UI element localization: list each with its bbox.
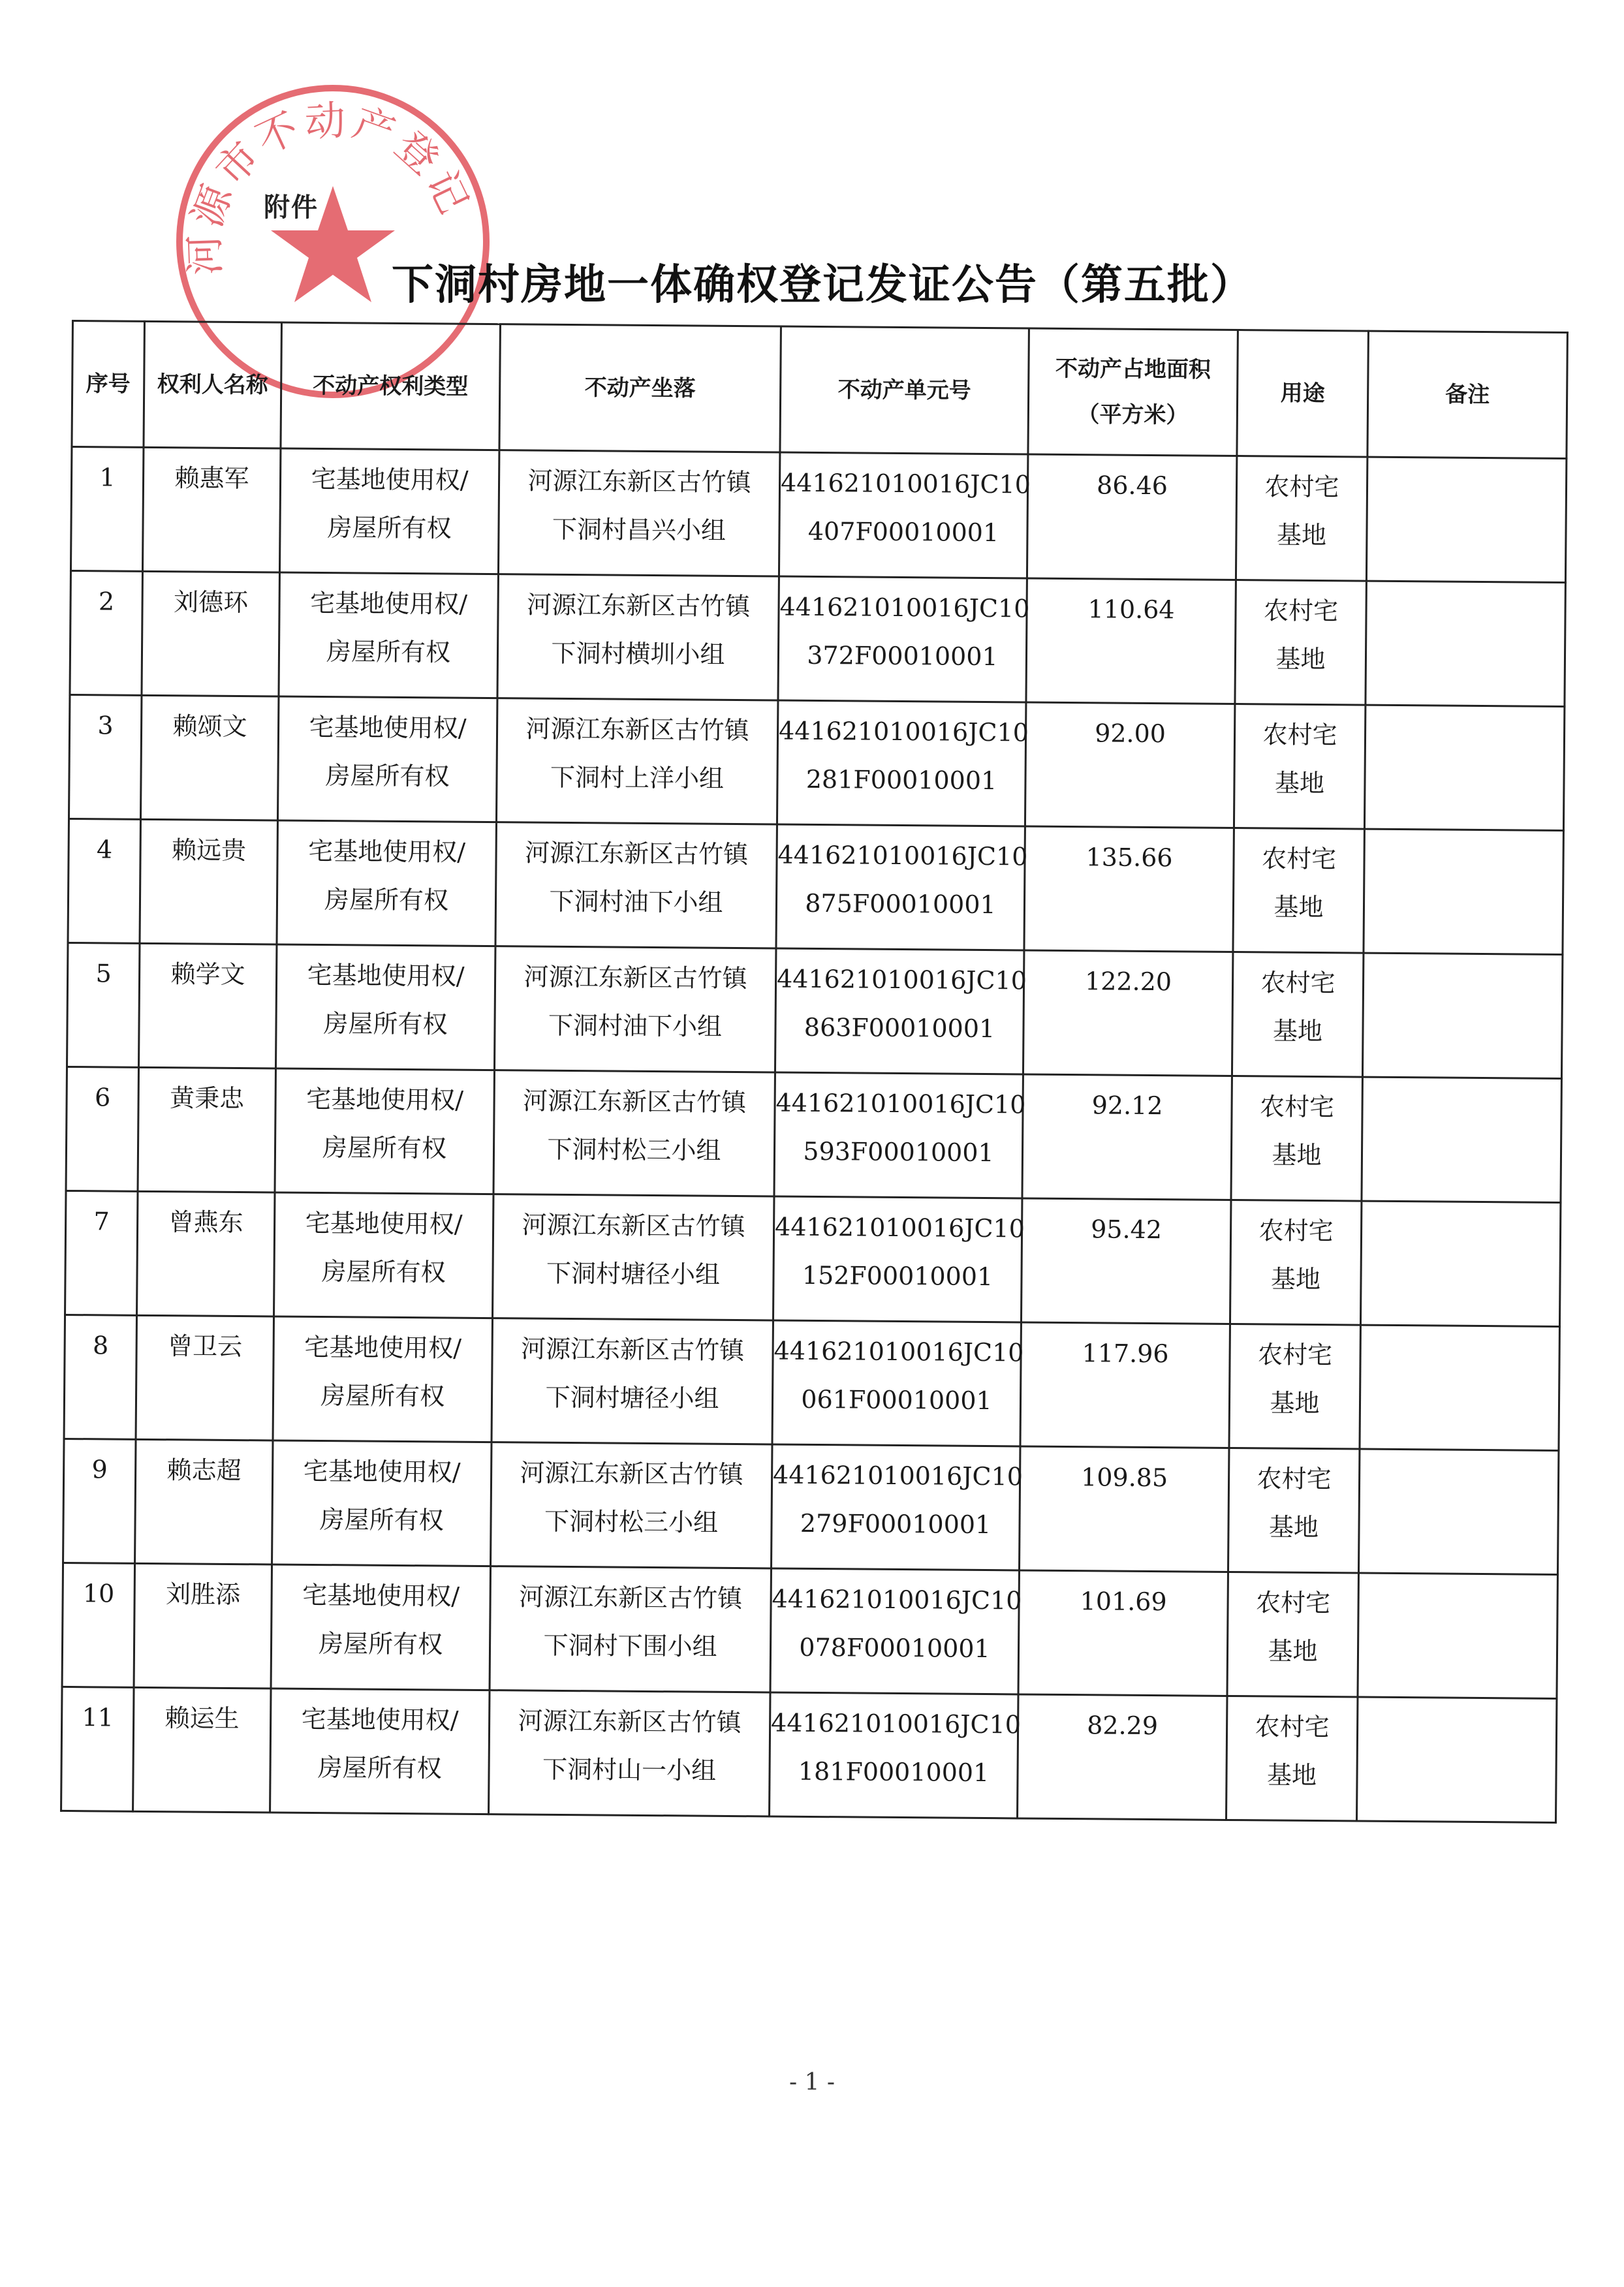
location-line2: 下洞村横圳小组 bbox=[551, 638, 725, 669]
right-type-line1: 宅基地使用权/ bbox=[303, 1456, 461, 1487]
cell-area bbox=[1025, 702, 1234, 828]
cell-unit-number bbox=[774, 1072, 1026, 1198]
right-type-line2: 房屋所有权 bbox=[326, 637, 451, 667]
cell-note bbox=[1356, 1697, 1556, 1822]
table-row bbox=[68, 818, 1563, 954]
cell-name bbox=[134, 1563, 272, 1688]
area-value: 110.64 bbox=[1087, 595, 1175, 625]
table-row bbox=[63, 1439, 1559, 1574]
owner-name: 赖运生 bbox=[164, 1704, 240, 1734]
cell-name bbox=[138, 1067, 275, 1192]
seq-text: 10 bbox=[82, 1579, 115, 1608]
header-unit-number: 不动产单元号 bbox=[780, 326, 1029, 454]
cell-location bbox=[498, 450, 779, 576]
header-use: 用途 bbox=[1237, 330, 1369, 458]
cell-type bbox=[271, 1564, 490, 1690]
cell-seq bbox=[66, 1066, 138, 1191]
header-area-line2: （平方米） bbox=[1077, 401, 1189, 429]
cell-seq bbox=[69, 694, 141, 819]
cell-use bbox=[1233, 828, 1364, 954]
cell-location bbox=[496, 698, 777, 824]
owner-name: 赖志超 bbox=[166, 1455, 242, 1486]
cell-location bbox=[493, 1194, 774, 1320]
location-line2: 下洞村松三小组 bbox=[544, 1506, 719, 1537]
header-name: 权利人名称 bbox=[144, 321, 282, 448]
cell-unit-number bbox=[777, 700, 1029, 826]
seq-text: 9 bbox=[91, 1455, 108, 1484]
note-text bbox=[1358, 1704, 1555, 1705]
cell-seq bbox=[70, 447, 143, 572]
area-value: 122.20 bbox=[1084, 967, 1172, 997]
cell-location bbox=[491, 1442, 772, 1568]
cell-use bbox=[1229, 1324, 1360, 1449]
cell-type bbox=[277, 696, 497, 822]
owner-name: 刘德环 bbox=[173, 587, 249, 617]
cell-name bbox=[135, 1439, 273, 1564]
cell-unit-number bbox=[776, 824, 1028, 950]
location-line1: 河源江东新区古竹镇 bbox=[520, 1334, 745, 1365]
cell-area bbox=[1018, 1694, 1227, 1820]
page-title: 下洞村房地一体确权登记发证公告（第五批） bbox=[392, 261, 1253, 309]
cell-type bbox=[277, 820, 496, 946]
cell-area bbox=[1019, 1446, 1228, 1572]
seq-text: 11 bbox=[82, 1703, 114, 1732]
unit-number-line1: 441621010016JC10 bbox=[775, 1088, 1026, 1119]
right-type-line1: 宅基地使用权/ bbox=[310, 588, 468, 619]
seq-text: 3 bbox=[97, 711, 114, 740]
use-line1: 农村宅 bbox=[1259, 1092, 1335, 1122]
cell-name bbox=[140, 819, 277, 944]
cell-area bbox=[1022, 1074, 1232, 1200]
unit-number-line2: 372F00010001 bbox=[807, 640, 998, 672]
cell-unit-number bbox=[772, 1444, 1023, 1570]
attachment-label: 附件 bbox=[264, 193, 319, 223]
unit-number-line2: 061F00010001 bbox=[801, 1384, 992, 1416]
location-line2: 下洞村下围小组 bbox=[543, 1630, 717, 1661]
unit-number-line2: 593F00010001 bbox=[803, 1136, 994, 1168]
owner-name: 曾卫云 bbox=[167, 1331, 243, 1361]
use-line1: 农村宅 bbox=[1257, 1340, 1333, 1370]
unit-number-line1: 441621010016JC10 bbox=[772, 1460, 1023, 1491]
location-line2: 下洞村油下小组 bbox=[548, 1010, 723, 1041]
use-line2: 基地 bbox=[1268, 1636, 1318, 1666]
cell-type bbox=[279, 448, 499, 574]
page-number: - 1 - bbox=[789, 2069, 835, 2096]
area-value: 109.85 bbox=[1080, 1463, 1168, 1493]
cell-area bbox=[1026, 578, 1236, 704]
area-value: 92.00 bbox=[1094, 719, 1166, 749]
cell-note bbox=[1364, 705, 1564, 830]
right-type-line1: 宅基地使用权/ bbox=[306, 1084, 464, 1115]
cell-use bbox=[1230, 1200, 1361, 1325]
cell-name bbox=[133, 1687, 271, 1812]
use-line1: 农村宅 bbox=[1258, 1216, 1334, 1246]
cell-unit-number bbox=[779, 452, 1031, 578]
cell-name bbox=[140, 695, 278, 820]
use-line2: 基地 bbox=[1273, 892, 1324, 922]
cell-type bbox=[274, 1192, 493, 1318]
cell-use bbox=[1232, 952, 1363, 1078]
area-value: 135.66 bbox=[1085, 843, 1173, 873]
location-line1: 河源江东新区古竹镇 bbox=[524, 838, 749, 869]
cell-note bbox=[1366, 457, 1566, 582]
location-line1: 河源江东新区古竹镇 bbox=[527, 466, 751, 497]
use-line2: 基地 bbox=[1266, 1760, 1317, 1790]
use-line2: 基地 bbox=[1274, 768, 1325, 798]
use-line2: 基地 bbox=[1272, 1016, 1323, 1046]
cell-type bbox=[276, 944, 495, 1070]
owner-name: 赖颂文 bbox=[172, 711, 247, 741]
use-line1: 农村宅 bbox=[1264, 472, 1339, 502]
cell-unit-number bbox=[772, 1320, 1024, 1446]
owner-name: 赖远贵 bbox=[171, 835, 247, 865]
note-text bbox=[1364, 959, 1561, 961]
seq-text: 5 bbox=[95, 959, 112, 988]
cell-name bbox=[136, 1315, 273, 1440]
right-type-line2: 房屋所有权 bbox=[320, 1381, 445, 1411]
cell-area bbox=[1024, 826, 1234, 952]
cell-unit-number bbox=[778, 576, 1030, 702]
cell-area bbox=[1027, 454, 1236, 580]
cell-location bbox=[497, 574, 779, 700]
table-header-row bbox=[72, 321, 1567, 459]
area-value: 92.12 bbox=[1091, 1091, 1163, 1121]
use-line2: 基地 bbox=[1270, 1388, 1320, 1418]
right-type-line1: 宅基地使用权/ bbox=[308, 836, 466, 867]
cell-seq bbox=[63, 1439, 136, 1563]
unit-number-line1: 441621010016JC10 bbox=[779, 592, 1030, 623]
note-text bbox=[1362, 1331, 1559, 1333]
use-line2: 基地 bbox=[1268, 1512, 1319, 1542]
cell-seq bbox=[70, 570, 142, 695]
cell-use bbox=[1227, 1572, 1358, 1697]
right-type-line2: 房屋所有权 bbox=[318, 1629, 443, 1659]
cell-use bbox=[1236, 456, 1367, 582]
cell-name bbox=[139, 943, 277, 1068]
notice-table bbox=[60, 320, 1569, 1824]
cell-use bbox=[1234, 704, 1365, 830]
owner-name: 刘胜添 bbox=[165, 1579, 241, 1610]
note-text bbox=[1368, 463, 1565, 465]
use-line1: 农村宅 bbox=[1255, 1712, 1330, 1742]
cell-seq bbox=[67, 942, 140, 1067]
cell-location bbox=[492, 1318, 773, 1444]
table-row bbox=[65, 1190, 1561, 1326]
cell-seq bbox=[65, 1190, 138, 1315]
cell-unit-number bbox=[775, 948, 1027, 1074]
cell-location bbox=[495, 822, 777, 948]
use-line1: 农村宅 bbox=[1262, 720, 1337, 750]
unit-number-line2: 078F00010001 bbox=[799, 1632, 990, 1664]
cell-note bbox=[1360, 1325, 1559, 1450]
note-text bbox=[1362, 1207, 1559, 1209]
owner-name: 赖学文 bbox=[170, 959, 245, 989]
use-line1: 农村宅 bbox=[1257, 1464, 1332, 1494]
header-location: 不动产坐落 bbox=[499, 324, 781, 452]
svg-text:河源市不动产登记: 河源市不动产登记 bbox=[180, 96, 480, 276]
location-line1: 河源江东新区古竹镇 bbox=[518, 1582, 743, 1613]
unit-number-line1: 441621010016JC10 bbox=[770, 1708, 1022, 1739]
note-text bbox=[1366, 835, 1563, 837]
cell-unit-number bbox=[770, 1692, 1022, 1818]
table-row bbox=[70, 570, 1565, 706]
location-line2: 下洞村松三小组 bbox=[547, 1134, 721, 1165]
header-area bbox=[1028, 328, 1238, 456]
cell-name bbox=[142, 571, 279, 696]
location-line2: 下洞村上洋小组 bbox=[550, 762, 725, 793]
unit-number-line1: 441621010016JC10 bbox=[772, 1584, 1022, 1615]
unit-number-line2: 181F00010001 bbox=[798, 1756, 990, 1788]
use-line2: 基地 bbox=[1276, 520, 1327, 550]
use-line1: 农村宅 bbox=[1260, 968, 1335, 998]
location-line1: 河源江东新区古竹镇 bbox=[523, 962, 747, 993]
cell-use bbox=[1228, 1448, 1359, 1573]
cell-note bbox=[1358, 1449, 1558, 1574]
cell-note bbox=[1362, 953, 1562, 1078]
location-line1: 河源江东新区古竹镇 bbox=[522, 1086, 747, 1117]
unit-number-line2: 407F00010001 bbox=[807, 516, 999, 548]
table-row bbox=[69, 694, 1564, 830]
table-row bbox=[67, 942, 1563, 1078]
area-value: 86.46 bbox=[1096, 471, 1168, 501]
use-line2: 基地 bbox=[1275, 644, 1326, 674]
area-value: 82.29 bbox=[1087, 1711, 1159, 1741]
cell-note bbox=[1358, 1573, 1557, 1698]
owner-name: 曾燕东 bbox=[168, 1207, 243, 1237]
note-text bbox=[1366, 711, 1563, 713]
location-line2: 下洞村山一小组 bbox=[542, 1754, 717, 1785]
cell-seq bbox=[62, 1563, 134, 1687]
table-row bbox=[64, 1315, 1559, 1450]
area-value: 101.69 bbox=[1080, 1587, 1167, 1617]
owner-name: 黄秉忠 bbox=[169, 1083, 245, 1113]
unit-number-line1: 441621010016JC10 bbox=[776, 964, 1027, 995]
cell-use bbox=[1231, 1076, 1362, 1201]
owner-name: 赖惠军 bbox=[174, 463, 249, 493]
cell-seq bbox=[68, 818, 140, 943]
cell-name bbox=[137, 1191, 275, 1316]
unit-number-line1: 441621010016JC10 bbox=[780, 468, 1031, 499]
right-type-line2: 房屋所有权 bbox=[317, 1753, 442, 1783]
right-type-line2: 房屋所有权 bbox=[325, 761, 450, 791]
header-type: 不动产权利类型 bbox=[281, 322, 501, 450]
right-type-line1: 宅基地使用权/ bbox=[305, 1208, 463, 1239]
use-line2: 基地 bbox=[1270, 1264, 1321, 1294]
unit-number-line2: 863F00010001 bbox=[804, 1012, 995, 1044]
use-line1: 农村宅 bbox=[1261, 844, 1337, 874]
header-area-line1: 不动产占地面积 bbox=[1055, 355, 1211, 383]
right-type-line1: 宅基地使用权/ bbox=[301, 1704, 459, 1735]
right-type-line1: 宅基地使用权/ bbox=[302, 1580, 460, 1611]
cell-area bbox=[1018, 1570, 1228, 1696]
cell-type bbox=[270, 1688, 490, 1814]
cell-note bbox=[1364, 829, 1563, 954]
right-type-line2: 房屋所有权 bbox=[324, 885, 449, 915]
location-line2: 下洞村昌兴小组 bbox=[552, 514, 726, 545]
right-type-line1: 宅基地使用权/ bbox=[304, 1332, 462, 1363]
right-type-line1: 宅基地使用权/ bbox=[309, 712, 467, 743]
cell-note bbox=[1360, 1201, 1560, 1326]
seq-text: 2 bbox=[98, 587, 115, 616]
right-type-line2: 房屋所有权 bbox=[327, 513, 452, 543]
location-line1: 河源江东新区古竹镇 bbox=[522, 1210, 745, 1241]
cell-area bbox=[1021, 1198, 1230, 1324]
seq-text: 4 bbox=[96, 835, 113, 864]
cell-use bbox=[1226, 1696, 1358, 1821]
location-line2: 下洞村塘径小组 bbox=[545, 1382, 719, 1413]
right-type-line2: 房屋所有权 bbox=[319, 1505, 444, 1535]
cell-note bbox=[1362, 1077, 1561, 1202]
right-type-line1: 宅基地使用权/ bbox=[307, 960, 465, 991]
right-type-line1: 宅基地使用权/ bbox=[311, 464, 469, 495]
header-note: 备注 bbox=[1367, 331, 1568, 458]
location-line1: 河源江东新区古竹镇 bbox=[526, 590, 751, 621]
cell-location bbox=[494, 946, 775, 1072]
unit-number-line2: 875F00010001 bbox=[805, 888, 996, 920]
cell-area bbox=[1020, 1322, 1230, 1448]
location-line2: 下洞村塘径小组 bbox=[546, 1258, 721, 1289]
unit-number-line1: 441621010016JC10 bbox=[777, 840, 1028, 871]
cell-type bbox=[275, 1068, 494, 1194]
cell-location bbox=[489, 1690, 770, 1816]
use-line1: 农村宅 bbox=[1263, 596, 1339, 626]
area-value: 95.42 bbox=[1091, 1215, 1163, 1245]
cell-name bbox=[142, 447, 280, 572]
table-row bbox=[66, 1066, 1561, 1202]
unit-number-line1: 441621010016JC10 bbox=[773, 1336, 1024, 1367]
seq-text: 8 bbox=[92, 1331, 109, 1360]
location-line1: 河源江东新区古竹镇 bbox=[525, 714, 749, 745]
cell-type bbox=[273, 1316, 492, 1442]
unit-number-line1: 441621010016JC10 bbox=[774, 1212, 1025, 1243]
area-value: 117.96 bbox=[1082, 1339, 1169, 1369]
cell-seq bbox=[64, 1315, 136, 1439]
unit-number-line1: 441621010016JC10 bbox=[778, 716, 1029, 747]
table-row bbox=[70, 447, 1566, 583]
note-text bbox=[1364, 1083, 1561, 1085]
table-row bbox=[62, 1563, 1557, 1698]
right-type-line2: 房屋所有权 bbox=[323, 1009, 448, 1039]
unit-number-line2: 152F00010001 bbox=[802, 1260, 993, 1292]
note-text bbox=[1367, 587, 1565, 589]
right-type-line2: 房屋所有权 bbox=[321, 1257, 446, 1287]
cell-location bbox=[493, 1070, 775, 1196]
cell-unit-number bbox=[773, 1196, 1025, 1322]
location-line1: 河源江东新区古竹镇 bbox=[518, 1706, 742, 1737]
use-line1: 农村宅 bbox=[1255, 1588, 1331, 1618]
header-seq: 序号 bbox=[72, 321, 145, 448]
cell-use bbox=[1235, 580, 1366, 706]
note-text bbox=[1360, 1455, 1557, 1457]
cell-type bbox=[279, 572, 498, 698]
table-row bbox=[61, 1687, 1557, 1822]
table-body bbox=[61, 447, 1567, 1823]
cell-type bbox=[272, 1440, 492, 1566]
location-line1: 河源江东新区古竹镇 bbox=[520, 1458, 743, 1489]
seq-text: 6 bbox=[94, 1083, 111, 1112]
unit-number-line2: 281F00010001 bbox=[805, 764, 997, 796]
cell-unit-number bbox=[770, 1568, 1022, 1694]
seq-text: 1 bbox=[99, 463, 116, 492]
cell-location bbox=[490, 1566, 771, 1692]
right-type-line2: 房屋所有权 bbox=[322, 1133, 447, 1163]
cell-note bbox=[1366, 581, 1565, 706]
seq-text: 7 bbox=[93, 1207, 110, 1236]
location-line2: 下洞村油下小组 bbox=[549, 886, 723, 917]
cell-area bbox=[1023, 950, 1232, 1076]
cell-seq bbox=[61, 1687, 134, 1811]
use-line2: 基地 bbox=[1272, 1140, 1322, 1170]
note-text bbox=[1360, 1579, 1557, 1581]
unit-number-line2: 279F00010001 bbox=[800, 1508, 992, 1540]
